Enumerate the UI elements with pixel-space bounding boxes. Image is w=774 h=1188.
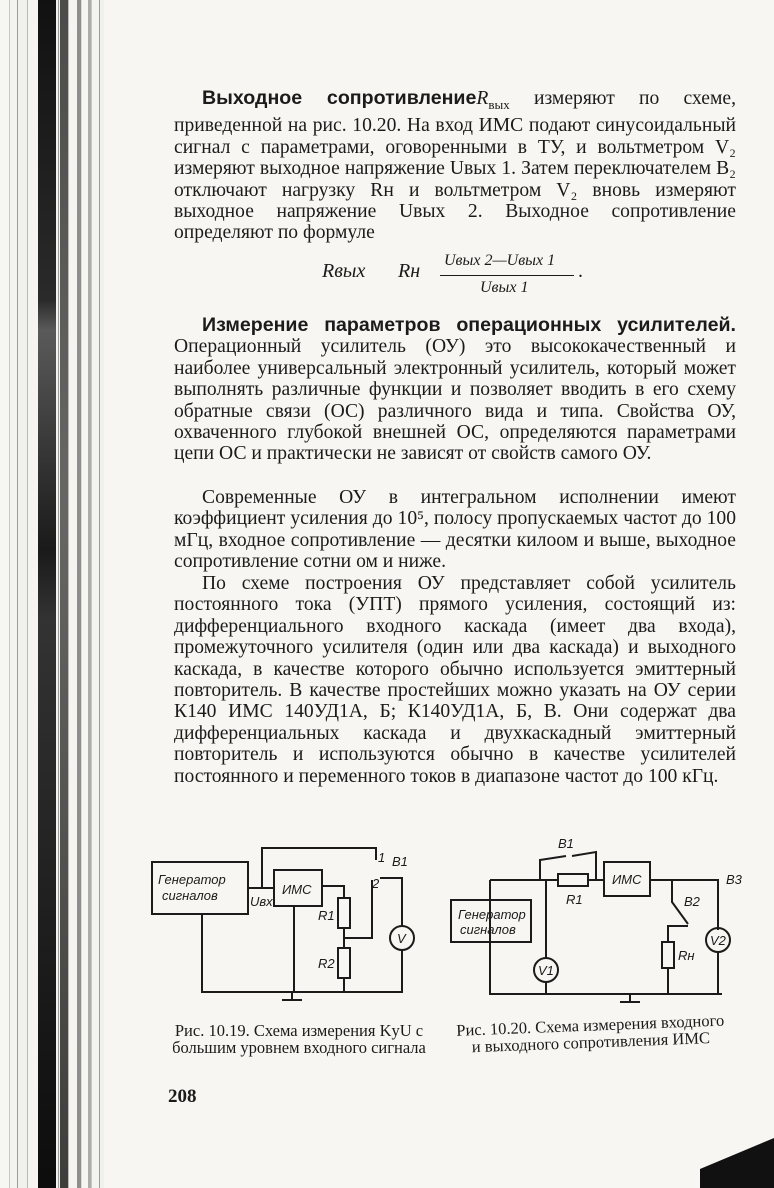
fig2-r1-label: R1 [566,892,583,907]
fig1-pos1-label: 1 [378,850,386,865]
fig2-ims-label: ИМС [612,872,642,887]
formula-lhs: Rвых [322,260,366,282]
figure-10-20-caption: Рис. 10.20. Схема измерения входного и выходного сопротивления ИМС [455,1010,725,1057]
section-heading: Измерение параметров операционных усилителей. [202,314,736,336]
r-subscript: вых [488,96,510,112]
paragraph-text: Операционный усилитель (ОУ) это высококачественный и наиболее универсальный электронный усилитель, который может выполнять различные функции и позволяет вводить в его схему обратные связи (ОС) различного вида и типа. Свойства ОУ, охваченного глубокой внешней ОС, определяются параметрами цепи ОС и практически не зависят от свойств самого ОУ. [174,336,736,465]
r-symbol: R [476,88,489,109]
fig1-pos2-label: 2 [372,876,380,891]
fig1-ims-label: ИМС [282,882,312,897]
fig2-v2-label: V2 [710,933,726,948]
resistor-r1 [338,898,350,928]
fig2-b2-label: B2 [684,894,700,909]
figure-10-19-caption: Рис. 10.19. Схема измерения KуU с большим уровнем входного сигнала [172,1021,426,1057]
fig1-switch-label: B1 [392,854,408,869]
resistor-r1-2 [558,874,588,886]
page-number: 208 [168,1086,197,1107]
fig2-v1-label: V1 [538,963,554,978]
figure-10-19-circuit [152,848,414,1000]
paragraph-text: Современные ОУ в интегральном исполнении имеют коэффициент усиления до 10⁵, полосу пропускаемых частот до 100 мГц, входное сопротивление — десятки килоом и выше, выходное сопротивление сотни ом и ниже. [174,487,736,573]
fig1-generator-label: Генератор [158,872,226,887]
paragraph-heading: Выходное сопротивление [202,87,477,109]
formula-end: . [578,260,583,282]
fig1-r2-label: R2 [318,956,335,971]
fig2-b1-label: B1 [558,836,574,851]
fig1-r1-label: R1 [318,908,335,923]
fig2-generator-label: сигналов [460,922,516,937]
formula-numerator: Uвых 2—Uвых 1 [444,252,556,269]
fig1-uin-label: Uвх [250,894,273,909]
paragraph-text: По схеме построения ОУ представляет собой усилитель постоянного тока (УПТ) прямого усиления, состоящий из: дифференциального входного каскада (имеет два входа), промежуточного усилителя (один или два каскада) и выходного каскада, в качестве которого обычно используется эмиттерный повторитель. В качестве простейших можно указать на ОУ серии К140 ИМС 140УД1А, Б; К140УД1А, Б, В. Они содержат два дифференциальных каскада и двухкаскадный эмиттерный повторитель и используются обычно в качестве усилителей постоянного и переменного токов в диапазоне частот до 100 кГц. [174,573,736,787]
fig2-generator-label: Генератор [458,907,526,922]
fig2-rn-label: Rн [678,948,695,963]
formula-multiplier: Rн [398,260,421,282]
formula-denominator: Uвых 1 [480,279,529,296]
resistor-rn [662,942,674,968]
fig1-generator-label: сигналов [162,888,218,903]
resistor-r2 [338,948,350,978]
fig2-b3-label: B3 [726,872,742,887]
fig1-meter-label: V [397,931,406,946]
paragraph-text: измеряют по схеме, приведенной на рис. 10.20. На вход ИМС подают синусоидальный сигнал с параметрами, оговоренными в ТУ, и вольтметром V₂ измеряют выходное напряжение Uвых 1. Затем переключателем B₂ отключают нагрузку Rн и вольтметром V₂ вновь измеряют выходное напряжение Uвых 2. Выходное сопротивление определяют по формуле [174,88,737,244]
